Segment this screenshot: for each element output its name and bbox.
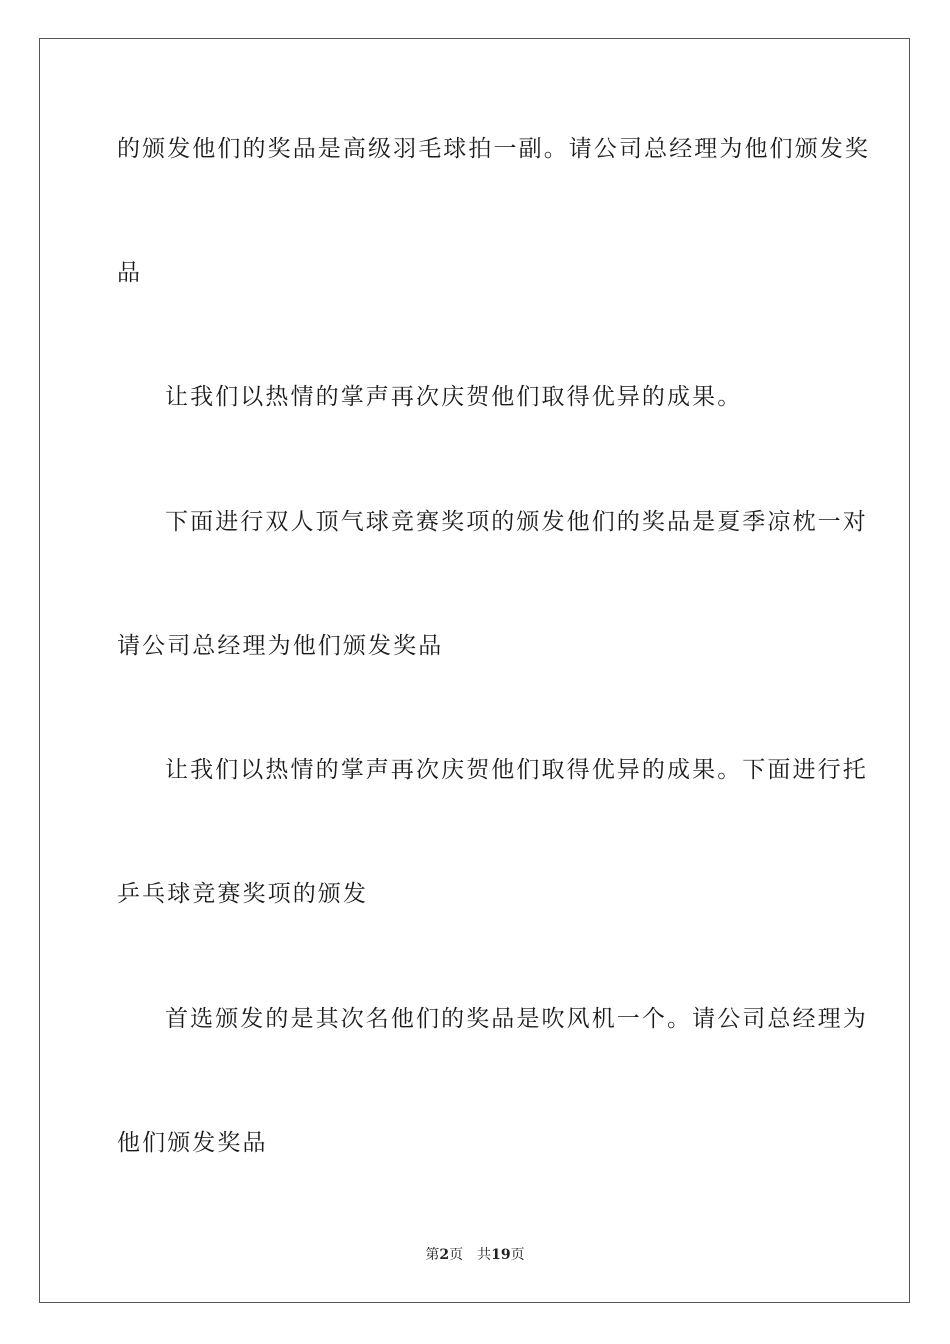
paragraph-line: 他们颁发奖品 [117,1130,268,1156]
paragraph-line: 让我们以热情的掌声再次庆贺他们取得优异的成果。 [165,384,743,410]
paragraph-line: 下面进行双人顶气球竞赛奖项的颁发他们的奖品是夏季凉枕一对 [165,509,868,535]
total-pages: 19 [491,1247,511,1263]
paragraph-line: 首选颁发的是其次名他们的奖品是吹风机一个。请公司总经理为 [165,1006,868,1032]
page-footer [0,1245,950,1265]
paragraph-line: 请公司总经理为他们颁发奖品 [117,633,444,659]
page-suffix: 页 [449,1247,464,1263]
total-prefix: 共 [477,1247,492,1263]
paragraph-line: 让我们以热情的掌声再次庆贺他们取得优异的成果。下面进行托 [165,757,868,783]
page-frame [39,38,910,1303]
page-number: 2 [439,1247,450,1263]
page-prefix: 第 [425,1247,440,1263]
paragraph-line: 的颁发他们的奖品是高级羽毛球拍一副。请公司总经理为他们颁发奖 [117,136,870,162]
paragraph-line: 乒乓球竞赛奖项的颁发 [117,881,368,907]
paragraph-line: 品 [117,260,143,286]
total-suffix: 页 [510,1247,525,1263]
